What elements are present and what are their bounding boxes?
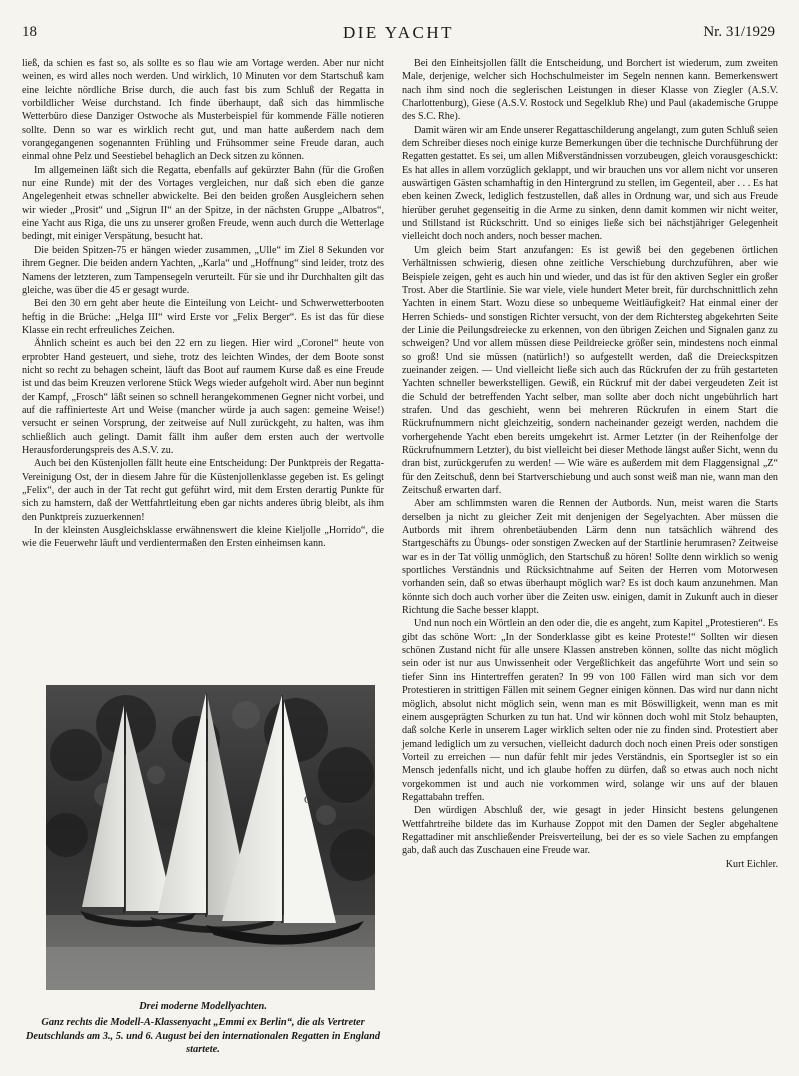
paragraph: Die beiden Spitzen-75 er hängen wieder zusammen, „Ulle“ im Ziel 8 Sekunden vor ihrem Gegner. Die beiden andern Yachten, „Karla“ und „Hoffnung“ sind leider, trotz des Namens der letzteren, zum Tampensegeln verurteilt. Für sie und ihr Durchhalten gilt das gleiche, was über die 45 er gesagt wurde. — [22, 244, 384, 296]
paragraph: Damit wären wir am Ende unserer Regattaschilderung angelangt, zum guten Schluß seien dem Schreiber dieses noch einige kurze Bemerkungen über die technische Durchführung der Regatten gestattet. Es sei, um allen Mißverständnissen vorzubeugen, gleich vorausgeschickt: Es hat alles in allem vorzüglich geklappt, und wir brauchen uns vor allem nicht vor unseren auswärtigen Gästen schamhaftig in den Hintergrund zu stellen, im Gegenteil, aber . . . Es hat eben keinen Zweck, lediglich festzustellen, daß alles in Ordnung war, und sich aus Freude hierüber geruhet gegenseitig in die Arme zu sinken, denn damit kommen wir nicht weiter, und Stillstand ist Rückschritt. Und so einiges ließe sich bei nächstjähriger Gelegenheit vielleicht doch noch anders, noch besser machen. — [402, 124, 778, 243]
caption-text: Ganz rechts die Modell-A-Klassenyacht „Emmi ex Berlin“, die als Vertreter Deutschlands am 3., 5. und 6. August bei den internationalen Regatten in England startete. — [25, 1017, 381, 1055]
page-header — [22, 24, 775, 46]
paragraph: Um gleich beim Start anzufangen: Es ist gewiß bei den gegebenen örtlichen Verhältnissen schwierig, diesen ohne zeitliche Verschiebung durchzuführen, aber wie Beispiele zeigen, geht es auch hin und wieder, und das ist für den aktiven Segler ein großer Trost. Aber die Startlinie. Sie war viele, viele hundert Meter breit, für durchschnittlich zehn Yachten in einem Start. Wozu diese so unbequeme Weitläufigkeit? Hat einmal einer der Herren Schieds- und sonstigen Richter versucht, von der dem Richtersteg abgekehrten Seite der Linie die Peilungsdreiecke zu erkennen, von den übrigen Zeichen und Signalen ganz zu schweigen? Und vor allem müssen diese Peildreiecke größer sein, mindestens noch einmal so groß! Und sie müssen (natürlich!) so aufgestellt werden, daß die Dreieckspitzen zueinander zeigen. — Und vielleicht ließe sich auch das Rückrufen der zu früh gestarteten Yachten schneller bewerkstelligen. Gewiß, ein Rückruf mit der dabei vergeudeten Zeit ist die Schuld der betreffenden Yacht selber, man sollte aber doch nicht ungebührlich hart strafen. Und das geschieht, wenn bei mehreren Rückrufen in einem Start die Rückrufnummern nicht gleichzeitig, sondern nacheinander gezeigt werden, nachdem die vorhergehende Yacht eben bereits umgekehrt ist. Armer Letzter (in der Reihenfolge der Rückrufnummern Letzter), du bist vielleicht bei dieser Methode längst außer Sicht, wenn du dran bist, zurückgerufen zu werden! — Wie wäre es außerdem mit dem Flaggensignal „Z“ für den Zeitschuß, denn bei Startverschiebung und auch sonst weiß man nie, wann man den Zeitschuß erwarten darf. — [402, 244, 778, 496]
journal-title: DIE YACHT — [342, 23, 455, 42]
model-yachts-photo — [46, 685, 375, 990]
caption-title: Drei moderne Modellyachten. — [139, 1001, 267, 1012]
paragraph: Aber am schlimmsten waren die Rennen der Autbords. Nun, meist waren die Starts derselben ja nicht zu gleicher Zeit mit denjenigen der Segelyachten. Aber müssen die Autbords mit ihrem ohrenbetäubenden Lärm denn nun tatsächlich während des Startgeschäfts zu Übungs- oder sonstigen Zwecken auf der Startlinie herumrasen? Zeitweise war es in der Tat völlig unmöglich, den Startschuß zu hören! Sollte denn wirklich so wenig sportliches Verständnis und Rücksichtnahme auf Seiten der Herren vom Motorwesen vorhanden sein, daß so etwas überhaupt möglich war? Es ist doch kaum anzunehmen. Man könnte sich doch auch vorher über die Zeiten usw. einigen, damit in Zukunft auch in dieser Richtung die Sache besser klappt. — [402, 498, 778, 617]
issue-number: Nr. 31/1929 — [703, 24, 775, 40]
paragraph: Im allgemeinen läßt sich die Regatta, ebenfalls auf gekürzter Bahn (für die Großen nur eine Runde) mit der des Vortages vergleichen, nur daß sich eben die ganze Angelegenheit etwas schneller abwickelte. Bei den beiden großen Ausgleichern sehen wir wieder „Prosit“ und „Sigrun II“ an der Spitze, in der nächsten Gruppe „Albatros“, eine Yacht aus Riga, die uns zu unserer großen Freude, wenn auch durch die Wetterlage bedingt, mit einiger Verspätung, besucht hat. — [22, 164, 384, 243]
paragraph: Bei den 30 ern geht aber heute die Einteilung von Leicht- und Schwerwetterbooten heftig in die Brüche: „Helga III“ wird Erste vor „Felix Berger“. Es ist das für diese Klasse ein recht erfreuliches Zeichen. — [22, 298, 384, 336]
figure-caption — [22, 1000, 384, 1056]
sail-number: G 2 — [304, 794, 321, 806]
author-signature: Kurt Eichler. — [725, 858, 778, 870]
right-column — [402, 57, 778, 871]
paragraph: Und nun noch ein Wörtlein an den oder die, die es angeht, zum Kapitel „Protestieren“. Es gibt das schöne Wort: „In der Sonderklasse gibt es keine Proteste!“ Sollten wir diesen schönen Zustand nicht für alle unsere Klassen anstreben können, sollte das nicht möglich sein oder ist nur aus Unwissenheit oder Vergeßlichkeit das angeführte Wort und sein so tiefer Sinn ins Hintertreffen geraten? In 99 von 100 Fällen wird man sich vor dem Protestieren in strittigen Fällen mit seinem Gegner einigen können. Das wird nur dann nicht möglich, absolut nicht möglich sein, wenn man es mit Böswilligkeit, wenn man es mit einem ausgeprägten Schurken zu tun hat. Und wir können doch wohl mit Stolz behaupten, daß solche Kerle in unserem Lager wirklich selten oder nie zu finden sind. Protestiert aber jemand lediglich um zu versuchen, vielleicht dadurch doch noch einen Preis oder sonstigen Vorteil zu erreichen — nun dafür fehlt mir jedes Verständnis, ein Sportsegler ist so ein Mensch jedenfalls nicht, und ich glaube hoffen zu dürfen, daß so etwas auch noch nicht vorgekommen ist und auch nie vorkommen wird, solange wir uns auf der blauen Regattabahn treffen. — [402, 618, 778, 803]
left-column — [22, 57, 384, 551]
paragraph: Den würdigen Abschluß der, wie gesagt in jeder Hinsicht bestens gelungenen Wettfahrtreihe bildete das im Kurhause Zoppot mit den Damen der Segler abgehaltene Regattadiner mit anschließender Preisverteilung, bei der es so viele Sachen zu empfangen gab, daß auch das Zuschauen eine Freude war. — [402, 805, 778, 857]
paragraph: Bei den Einheitsjollen fällt die Entscheidung, und Borchert ist wiederum, zum zweiten Male, derjenige, welcher sich Hochschulmeister im Segeln nennen kann. Bemerkenswert nach ihm sind noch die seglerischen Leistungen in dieser Klasse von Ziegler (A.S.V. Charlottenburg), Giese (A.S.V. Rostock und Segelklub Rhe) und Paul (akademische Gruppe des S.C. Rhe). — [402, 58, 778, 123]
page-number: 18 — [22, 24, 37, 40]
paragraph: Auch bei den Küstenjollen fällt heute eine Entscheidung: Der Punktpreis der Regatta-Vereinigung Ost, der in diesem Jahre für die Küstenjollenklasse gegeben ist. Es gelingt „Felix“, der auch in der Tat recht gut geführt wird, mit dem Ersten derartig Punkte für sich zu hamstern, daß der Wettfahrtleitung eben gar nichts anderes übrig bleibt, als ihm den Punktpreis zuzuerkennen! — [22, 458, 384, 523]
paragraph: In der kleinsten Ausgleichsklasse erwähnenswert die kleine Kieljolle „Horrido“, die wie die Feuerwehr läuft und verdientermaßen den Ersten einheimsen kann. — [22, 525, 384, 550]
paragraph: Ähnlich scheint es auch bei den 22 ern zu liegen. Hier wird „Coronel“ heute von erprobter Hand gesteuert, und siehe, trotz des leichten Windes, der dem Boote sonst nicht so recht zu behagen scheint, läuft das Boot auf raumem Kurse daß es eine Freude ist und das beim Kreuzen verlorene Stück Wegs wieder aufgeholt wird. Aber nun beginnt der Kampf, „Frosch“ läßt seinen so schnell herangekommenen Gegner nicht vorbei, und auf die raffinierteste Art und Weise (mancher würde ja auch sagen: gemeine Weise!) versucht er seinen Vorsprung, der zeitweise auf Null zurückgeht, zu halten, was ihm schließlich auch gelingt. Damit fällt ihm außer dem ersten auch der wertvolle Herausforderungspreis des A.S.V. zu. — [22, 338, 384, 456]
paragraph: ließ, da schien es fast so, als sollte es so flau wie am Vortage werden. Aber nur nicht weinen, es wird alles noch werden. Und wirklich, 10 Minuten vor dem Startschuß kam eine leichte nördliche Brise durch, die auch fast bis zum Schluß der Regatta in vorbildlicher Weise durchstand. Ich finde überhaupt, daß sich das himmlische Wetterbüro diese Danziger Ostwoche als Musterbeispiel für kommende Fälle notieren sollte. Denn so war es wirklich recht gut, und man hatte außerdem nach dem vorangegangenen sogenannten Frühling und Frühsommer seine Freude daran, auch einmal ohne Pelz und Seestiebel behaglich an Deck sitzen zu können. — [22, 58, 384, 163]
